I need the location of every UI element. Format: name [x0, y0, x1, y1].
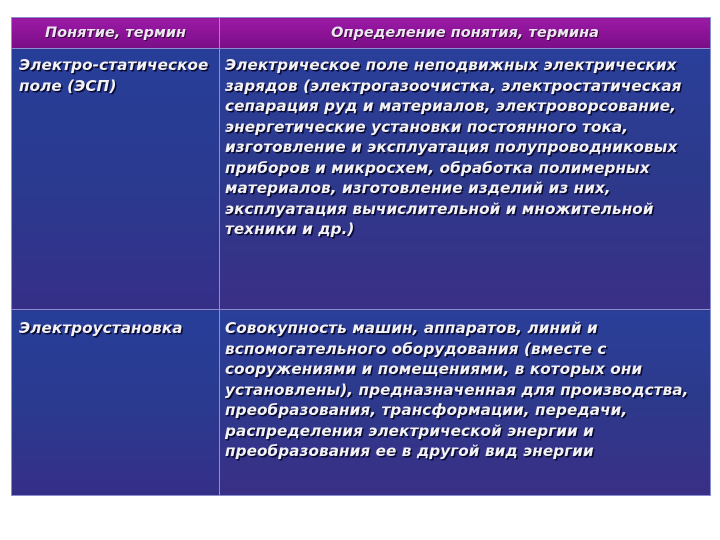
term-cell	[12, 310, 220, 496]
definition-text: Совокупность машин, аппаратов, линий и вспомогательного оборудования (вместе с сооружениями и помещениями, в которых они установлены), предназначенная для производства, преобразования, трансформации, передачи, распределения электрической энергии и преобразования ее в другой вид энергии	[225, 319, 689, 460]
definition-column-header: Определение понятия, термина	[220, 18, 711, 49]
definition-cell	[220, 49, 711, 310]
table-row	[12, 49, 711, 310]
table-row	[12, 310, 711, 496]
term-text: Электроустановка	[19, 319, 183, 337]
term-cell	[12, 49, 220, 310]
terms-table	[11, 17, 711, 496]
table-header-row	[12, 18, 711, 49]
term-text: Электро-статическое поле (ЭСП)	[19, 56, 209, 95]
definition-cell	[220, 310, 711, 496]
term-column-header: Понятие, термин	[12, 18, 220, 49]
definition-text: Электрическое поле неподвижных электрических зарядов (электрогазоочистка, электростатическая сепарация руд и материалов, электроворсование, энергетические установки постоянного тока, изготовление и эксплуатация полупроводниковых приборов и микросхем, обработка полимерных материалов, изготовление изделий из них, эксплуатация вычислительной и множительной техники и др.)	[225, 56, 682, 238]
